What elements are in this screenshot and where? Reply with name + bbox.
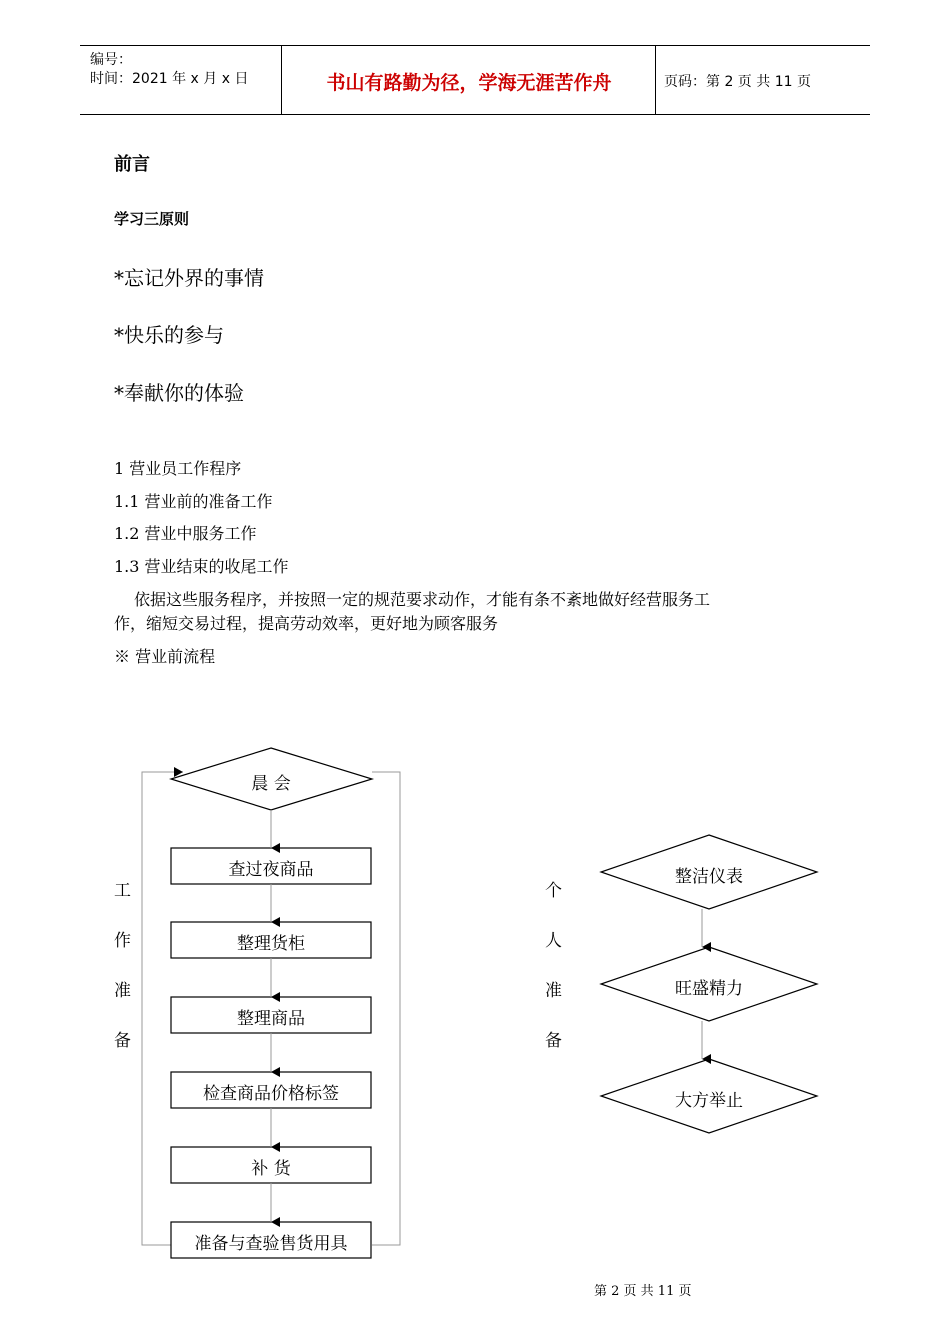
side-label-char: 准 [114, 981, 131, 1001]
side-label-char: 备 [545, 1031, 562, 1051]
side-label-char: 个 [545, 881, 562, 901]
page-footer: 第 2 页 共 11 页 [594, 1284, 692, 1299]
step-label: 检查商品价格标签 [203, 1084, 339, 1104]
side-label-char: 人 [545, 931, 562, 951]
step-label: 大方举止 [675, 1091, 743, 1111]
step-label: 补 货 [251, 1159, 291, 1179]
step-label: 准备与查验售货用具 [194, 1234, 348, 1254]
flow-title: ※ 营业前流程 [114, 647, 216, 666]
preface-title: 前言 [114, 154, 150, 175]
side-label-char: 作 [114, 931, 131, 951]
section-heading: 1 营业员工作程序 [114, 459, 242, 478]
doc-time: 时间：2021 年 x 月 x 日 [90, 71, 249, 87]
step-label: 整洁仪表 [675, 867, 743, 887]
start-label: 晨 会 [251, 774, 291, 794]
principle-item: *奉献你的体验 [114, 381, 244, 405]
section-heading: 1.1 营业前的准备工作 [114, 492, 273, 511]
body-paragraph: 依据这些服务程序，并按照一定的规范要求动作，才能有条不紊地做好经营服务工 [134, 590, 711, 609]
section-heading: 1.2 营业中服务工作 [114, 524, 257, 543]
preface-subtitle: 学习三原则 [114, 210, 190, 228]
side-label-char: 准 [545, 981, 562, 1001]
header-page-number: 页码：第 2 页 共 11 页 [664, 74, 811, 90]
section-heading: 1.3 营业结束的收尾工作 [114, 557, 289, 576]
step-label: 旺盛精力 [675, 979, 743, 999]
step-label: 整理商品 [237, 1009, 305, 1029]
body-paragraph-cont: 作，缩短交易过程，提高劳动效率，更好地为顾客服务 [114, 614, 499, 633]
loop-connector [372, 772, 400, 1245]
side-label-char: 工 [114, 881, 131, 901]
side-label-char: 备 [114, 1031, 131, 1051]
step-label: 查过夜商品 [228, 860, 314, 880]
step-label: 整理货柜 [237, 934, 305, 954]
header-motto: 书山有路勤为径，学海无涯苦作舟 [326, 72, 612, 94]
doc-number: 编号： [90, 52, 132, 68]
principle-item: *忘记外界的事情 [114, 266, 264, 290]
principle-item: *快乐的参与 [114, 323, 224, 347]
